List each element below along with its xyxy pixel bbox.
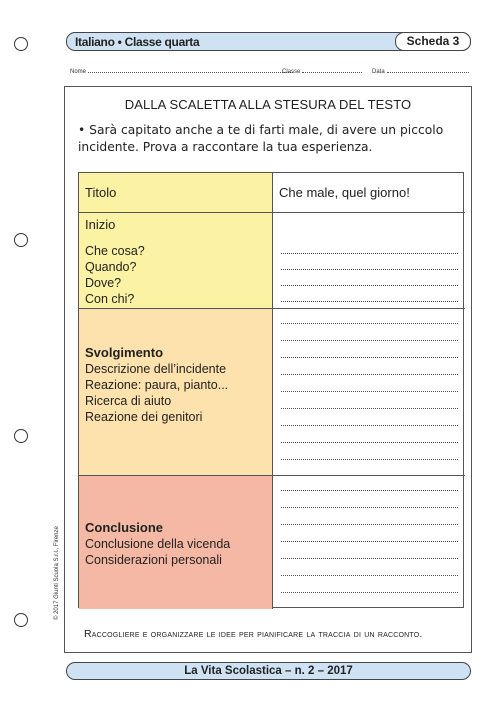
svolgimento-item: Ricerca di aiuto — [85, 394, 172, 408]
inizio-item: Con chi? — [85, 292, 135, 306]
conclusione-label-cell — [79, 475, 272, 609]
writing-line[interactable] — [281, 524, 458, 525]
writing-line[interactable] — [281, 285, 458, 286]
inizio-items — [85, 243, 145, 307]
svolgimento-items — [85, 361, 228, 425]
conclusione-label: Conclusione — [85, 520, 164, 535]
nome-label: Nome — [70, 69, 87, 75]
binder-hole-icon — [14, 37, 28, 51]
footer-instruction: Raccogliere e organizzare le idee per pianificare la traccia di un racconto. — [84, 628, 423, 640]
writing-line[interactable] — [281, 575, 458, 576]
svolgimento-item: Reazione: paura, pianto... — [85, 378, 229, 392]
writing-line[interactable] — [281, 490, 458, 491]
writing-line[interactable] — [281, 425, 458, 426]
writing-line[interactable] — [281, 592, 458, 593]
nome-field[interactable] — [88, 68, 293, 73]
writing-line[interactable] — [281, 442, 458, 443]
copyright-notice: © 2017 Giunti Scuola S.r.l., Firenze — [54, 526, 60, 620]
inizio-item: Dove? — [85, 276, 122, 290]
page-title: DALLA SCALETTA ALLA STESURA DEL TESTO — [124, 97, 412, 112]
binder-hole-icon — [14, 429, 28, 443]
subject-label: Italiano • Classe quarta — [75, 35, 200, 49]
header-bar — [66, 32, 471, 51]
titolo-label: Titolo — [85, 185, 117, 200]
classe-label: Classe — [282, 69, 301, 75]
svolgimento-item: Descrizione dell’incidente — [85, 362, 227, 376]
writing-line[interactable] — [281, 301, 458, 302]
inizio-item: Che cosa? — [85, 244, 145, 258]
footer-bar: La Vita Scolastica – n. 2 – 2017 — [66, 662, 471, 680]
writing-line[interactable] — [281, 374, 458, 375]
conclusione-items — [85, 536, 230, 568]
classe-line — [282, 68, 362, 75]
writing-line[interactable] — [281, 408, 458, 409]
svolgimento-label: Svolgimento — [85, 345, 164, 360]
titolo-answer: Che male, quel giorno! — [279, 185, 410, 200]
binder-hole-icon — [14, 613, 28, 627]
binder-hole-icon — [14, 233, 28, 247]
titolo-answer-cell[interactable] — [272, 173, 465, 212]
conclusione-item: Considerazioni personali — [85, 553, 222, 567]
outline-table — [78, 172, 464, 608]
writing-line[interactable] — [281, 391, 458, 392]
writing-line[interactable] — [281, 253, 458, 254]
classe-field[interactable] — [302, 68, 362, 73]
writing-line[interactable] — [281, 269, 458, 270]
titolo-label-cell — [79, 173, 272, 212]
writing-line[interactable] — [281, 459, 458, 460]
instructions-text: • Sarà capitato anche a te di farti male, di avere un piccolo incidente. Prova a raccontare la tua esperienza. — [78, 123, 444, 154]
svolgimento-answer-cell[interactable] — [272, 308, 465, 475]
writing-line[interactable] — [281, 340, 458, 341]
writing-line[interactable] — [281, 357, 458, 358]
inizio-answer-cell[interactable] — [272, 212, 465, 308]
writing-line[interactable] — [281, 323, 458, 324]
writing-line[interactable] — [281, 541, 458, 542]
data-line — [372, 68, 469, 75]
name-line — [70, 68, 293, 75]
inizio-item: Quando? — [85, 260, 137, 274]
data-field[interactable] — [387, 68, 469, 73]
conclusione-answer-cell[interactable] — [272, 475, 465, 609]
svolgimento-item: Reazione dei genitori — [85, 410, 203, 424]
data-label: Data — [372, 69, 385, 75]
inizio-label-cell — [79, 212, 272, 308]
writing-line[interactable] — [281, 558, 458, 559]
inizio-label: Inizio — [85, 217, 116, 232]
sheet-number: Scheda 3 — [395, 32, 471, 51]
conclusione-item: Conclusione della vicenda — [85, 537, 231, 551]
writing-line[interactable] — [281, 507, 458, 508]
svolgimento-label-cell — [79, 308, 272, 475]
